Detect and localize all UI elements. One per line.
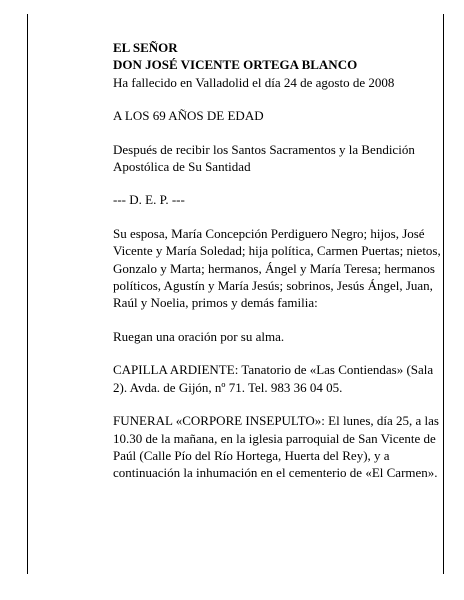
prayer-line: Ruegan una oración por su alma. xyxy=(113,328,285,344)
funeral-paragraph: FUNERAL «CORPORE INSEPULTO»: El lunes, día 25, a las 10.30 de la mañana, en la iglesia parroquial de San Vicente de Paúl (Calle Pío del Río Hortega, Huerta del Rey), y a continuación la inhumación en el cementerio de «El Carmen». xyxy=(113,413,439,481)
rip-line: --- D. E. P. --- xyxy=(113,192,185,208)
title-line-1: EL SEÑOR xyxy=(113,40,178,55)
obituary-notice xyxy=(113,39,443,482)
age-line: A LOS 69 AÑOS DE EDAD xyxy=(113,108,264,124)
death-line: Ha fallecido en Valladolid el día 24 de agosto de 2008 xyxy=(113,74,395,90)
family-paragraph: Su esposa, María Concepción Perdiguero Negro; hijos, José Vicente y María Soledad; hija política, Carmen Puertas; nietos, Gonzalo y Marta; hermanos, Ángel y María Teresa; hermanos políticos, Agustín y María Jesús; sobrinos, Jesús Ángel, Juan, Raúl y Noelia, primos y demás familia: xyxy=(113,225,441,311)
left-border-rule xyxy=(27,14,28,574)
chapel-paragraph: CAPILLA ARDIENTE: Tanatorio de «Las Contiendas» (Sala 2). Avda. de Gijón, nº 71. Tel. 983 36 04 05. xyxy=(113,362,434,395)
right-border-rule xyxy=(443,14,444,574)
sacraments-text: Después de recibir los Santos Sacramentos y la Bendición Apostólica de Su Santidad xyxy=(113,141,415,175)
title-line-2: DON JOSÉ VICENTE ORTEGA BLANCO xyxy=(113,57,358,73)
